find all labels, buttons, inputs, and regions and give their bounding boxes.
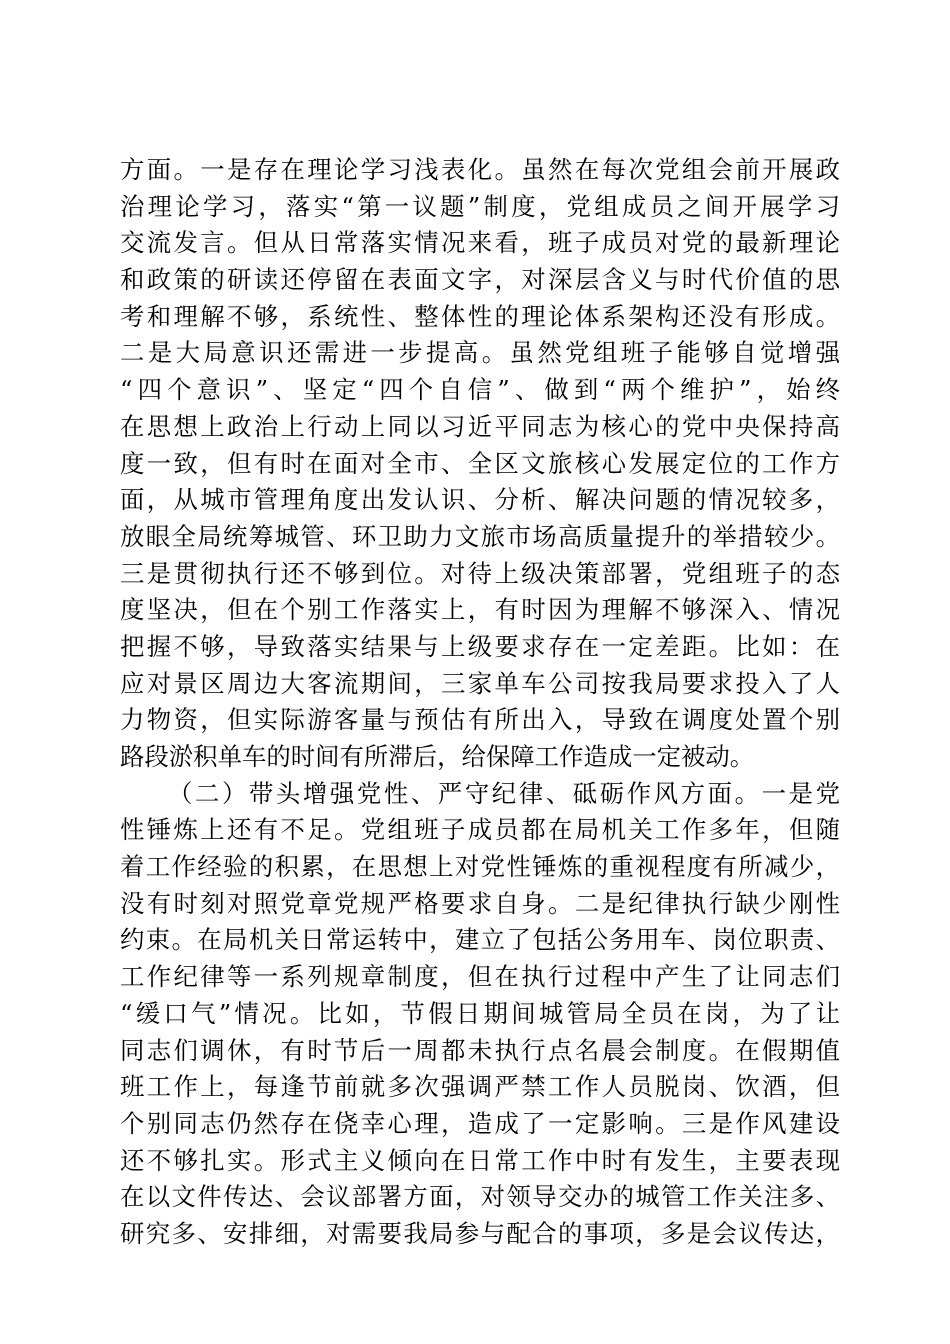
text-line: 应对景区周边大客流期间，三家单车公司按我局要求投入了人 <box>120 668 840 698</box>
text-line: 路段淤积单车的时间有所滞后，给保障工作造成一定被动。 <box>120 742 755 771</box>
text-line: 治理论学习，落实“第一议题”制度，党组成员之间开展学习 <box>120 191 840 221</box>
text-line: “缓口气”情况。比如，节假日期间城管局全员在岗，为了让 <box>120 998 840 1028</box>
text-line: 着工作经验的积累，在思想上对党性锤炼的重视程度有所减少， <box>120 852 840 882</box>
text-line: 还不够扎实。形式主义倾向在日常工作中时有发生，主要表现 <box>120 1145 840 1175</box>
text-line: 研究多、安排细，对需要我局参与配合的事项，多是会议传达， <box>120 1218 840 1248</box>
text-line: 力物资，但实际游客量与预估有所出入，导致在调度处置个别 <box>120 705 840 735</box>
text-line: 班工作上，每逢节前就多次强调严禁工作人员脱岗、饮酒，但 <box>120 1072 840 1102</box>
text-line: 放眼全局统筹城管、环卫助力文旅市场高质量提升的举措较少。 <box>120 521 840 551</box>
text-line: 没有时刻对照党章党规严格要求自身。二是纪律执行缺少刚性 <box>120 888 840 918</box>
text-line: 在以文件传达、会议部署方面，对领导交办的城管工作关注多、 <box>120 1182 840 1212</box>
text-line: 约束。在局机关日常运转中，建立了包括公务用车、岗位职责、 <box>120 925 840 955</box>
text-line: 度坚决，但在个别工作落实上，有时因为理解不够深入、情况 <box>120 595 840 625</box>
text-line: 个别同志仍然存在侥幸心理，造成了一定影响。三是作风建设 <box>120 1108 840 1138</box>
text-line: “四个意识”、坚定“四个自信”、做到“两个维护”，始终 <box>120 375 840 405</box>
text-line: 考和理解不够，系统性、整体性的理论体系架构还没有形成。 <box>120 301 840 331</box>
text-line: 三是贯彻执行还不够到位。对待上级决策部署，党组班子的态 <box>120 558 840 588</box>
text-line: 把握不够，导致落实结果与上级要求存在一定差距。比如：在 <box>120 631 840 661</box>
text-line: 性锤炼上还有不足。党组班子成员都在局机关工作多年，但随 <box>120 815 840 845</box>
text-line: 在思想上政治上行动上同以习近平同志为核心的党中央保持高 <box>120 411 840 441</box>
text-line: 工作纪律等一系列规章制度，但在执行过程中产生了让同志们 <box>120 962 840 992</box>
text-line: 二是大局意识还需进一步提高。虽然党组班子能够自觉增强 <box>120 338 840 368</box>
section-heading-line: （二）带头增强党性、严守纪律、砥砺作风方面。一是党 <box>168 778 840 808</box>
text-line: 方面。一是存在理论学习浅表化。虽然在每次党组会前开展政 <box>120 155 840 184</box>
text-line: 面，从城市管理角度出发认识、分析、解决问题的情况较多， <box>120 485 840 515</box>
text-line: 度一致，但有时在面对全市、全区文旅核心发展定位的工作方 <box>120 448 840 478</box>
body-text <box>120 152 840 1253</box>
text-line: 同志们调休，有时节后一周都未执行点名晨会制度。在假期值 <box>120 1035 840 1065</box>
text-line: 交流发言。但从日常落实情况来看，班子成员对党的最新理论 <box>120 228 840 258</box>
text-line: 和政策的研读还停留在表面文字，对深层含义与时代价值的思 <box>120 265 840 295</box>
